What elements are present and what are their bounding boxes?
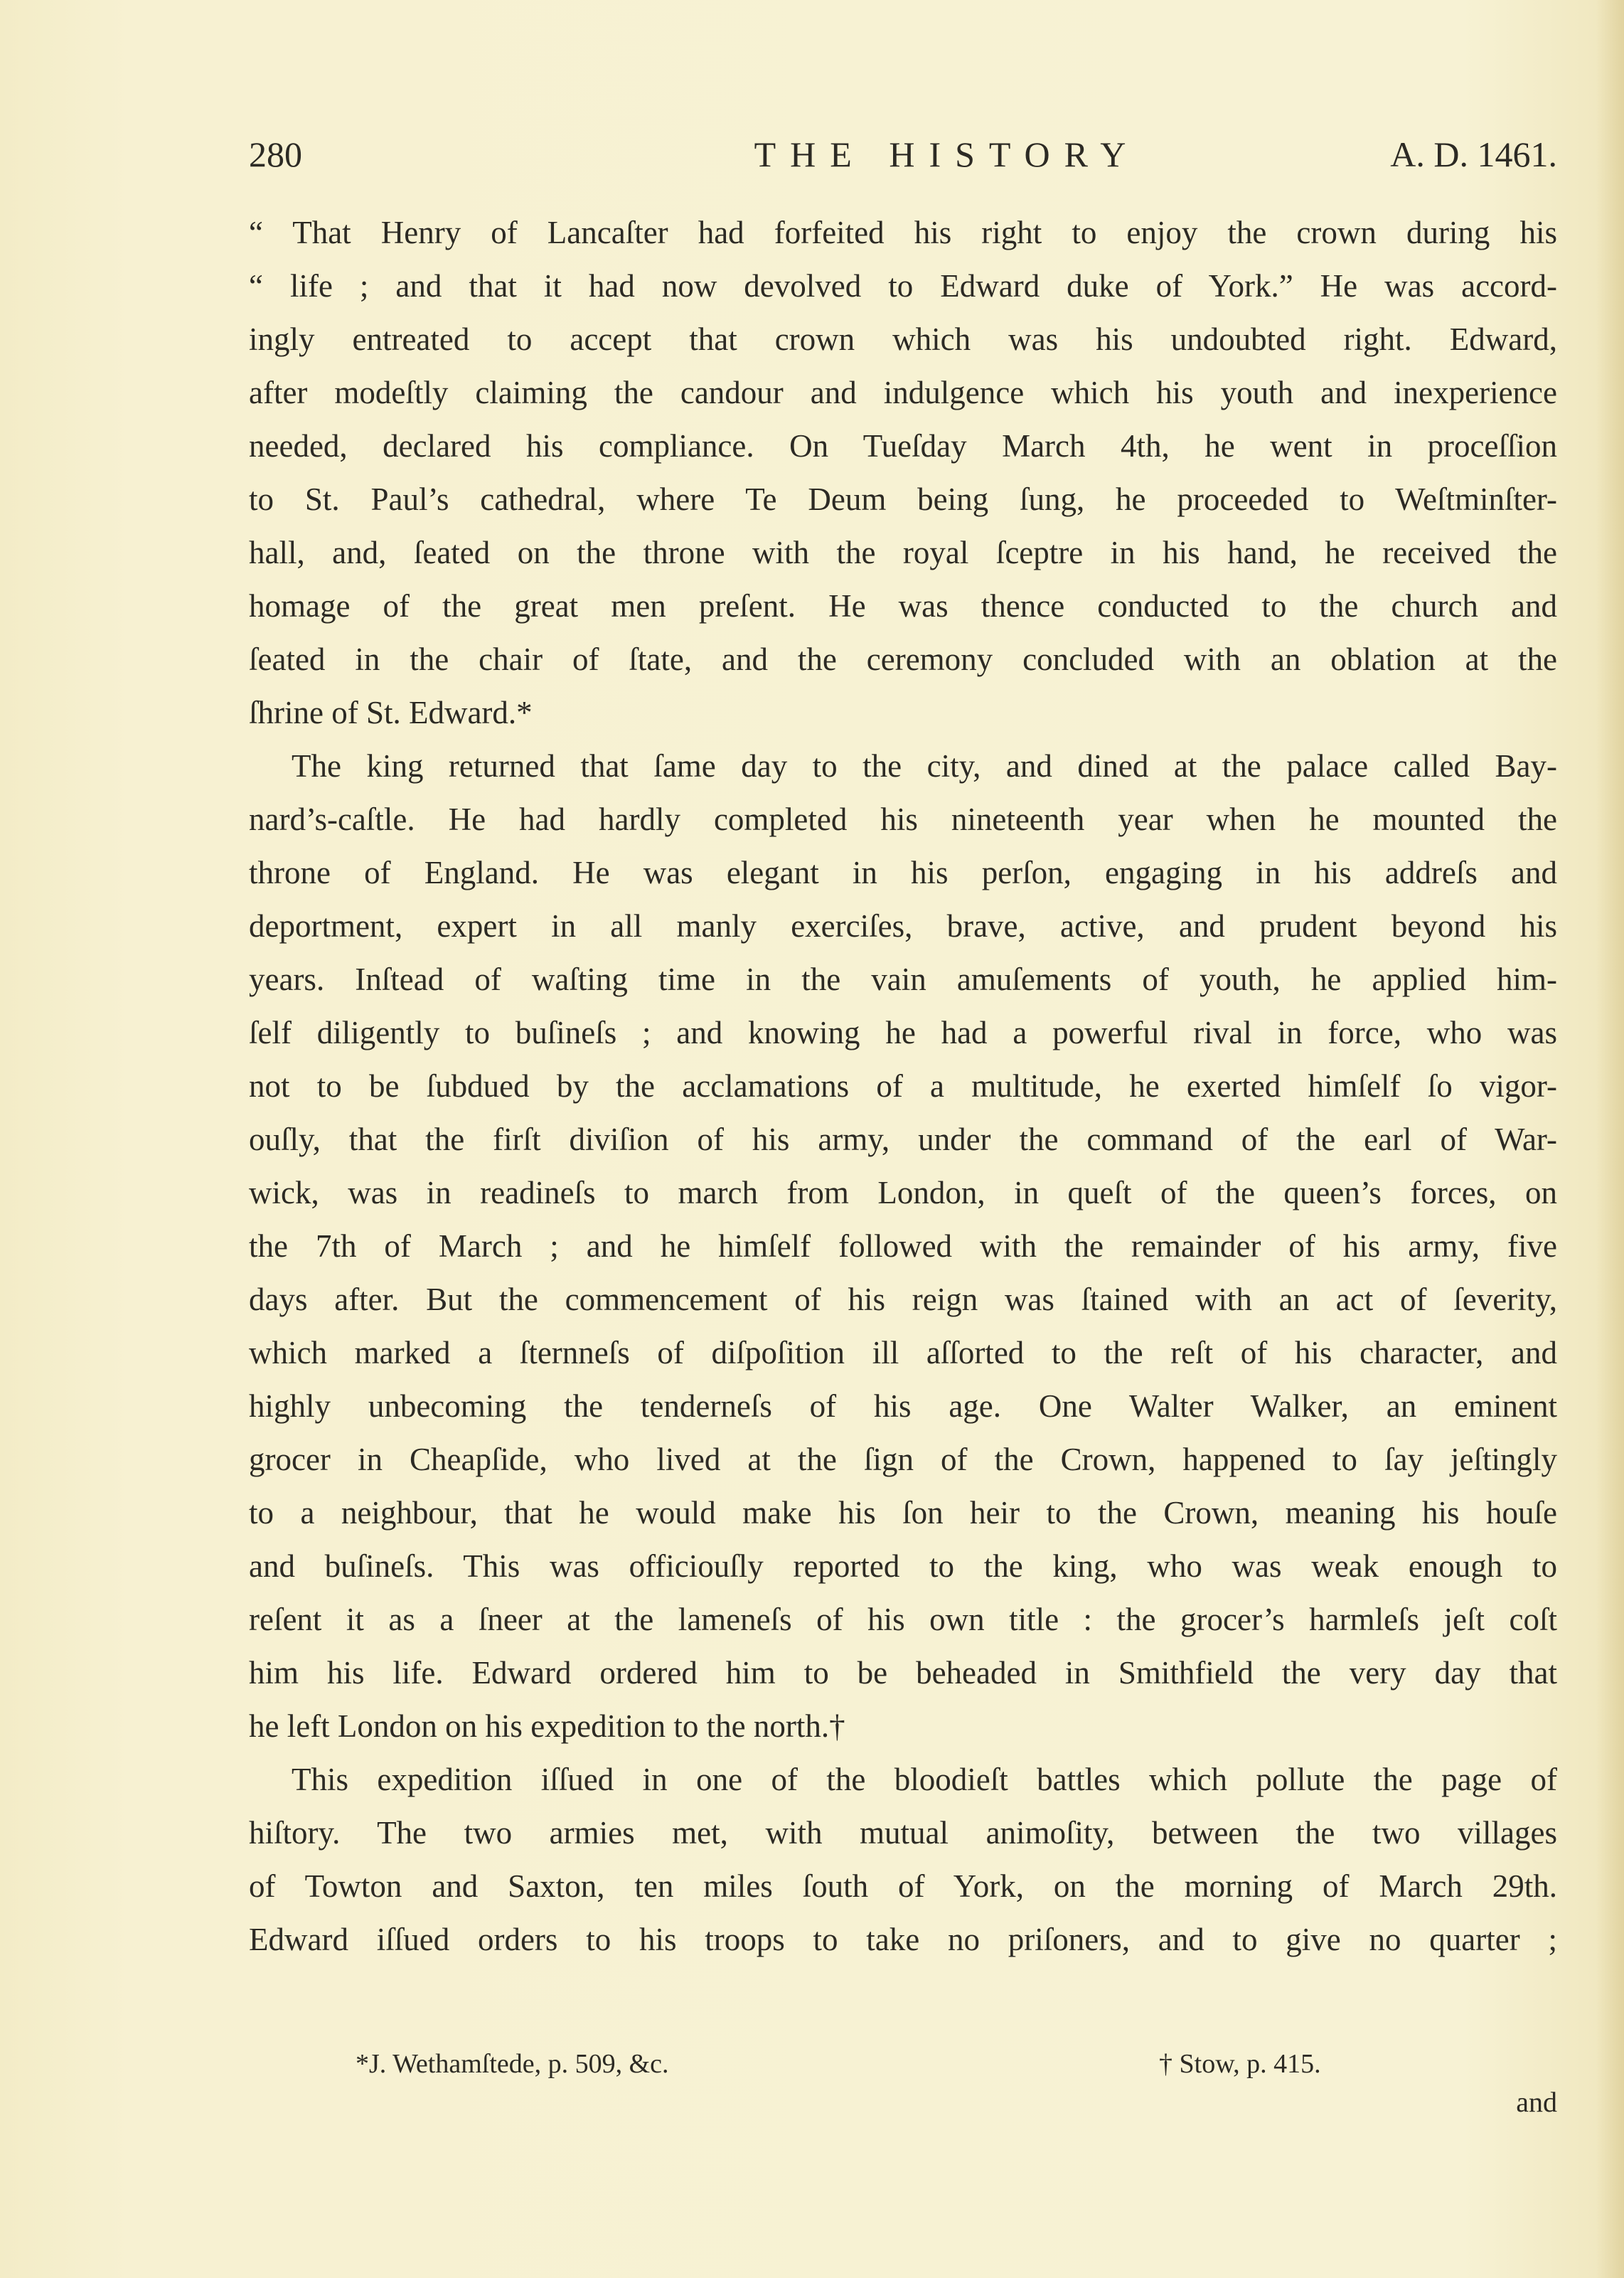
text-line: “ life ; and that it had now devolved to Edward duke of York.” He was accord-: [249, 268, 1557, 304]
footnotes: [249, 2048, 1557, 2091]
text-line: This expedition iſſued in one of the bloodieſt battles which pollute the page of: [292, 1762, 1557, 1797]
text-line: the 7th of March ; and he himſelf followed with the remainder of his army, five: [249, 1228, 1557, 1264]
catchword: and: [1516, 2086, 1557, 2118]
text-line: homage of the great men preſent. He was thence conducted to the church and: [249, 588, 1557, 624]
text-line: needed, declared his compliance. On Tueſday March 4th, he went in proceſſion: [249, 428, 1557, 464]
text-line: to St. Paul’s cathedral, where Te Deum being ſung, he proceeded to Weſtminſter-: [249, 481, 1557, 517]
footnote-2: † Stow, p. 415.: [1159, 2049, 1321, 2079]
text-line: throne of England. He was elegant in his perſon, engaging in his addreſs and: [249, 855, 1557, 890]
text-line: reſent it as a ſneer at the lameneſs of his own title : the grocer’s harmleſs jeſt coſt: [249, 1602, 1557, 1637]
text-line: Edward iſſued orders to his troops to take no priſoners, and to give no quarter ;: [249, 1922, 1557, 1957]
text-line: ſhrine of St. Edward.*: [249, 695, 533, 730]
text-line: nard’s-caſtle. He had hardly completed his nineteenth year when he mounted the: [249, 802, 1557, 837]
text-line: wick, was in readineſs to march from London, in queſt of the queen’s forces, on: [249, 1175, 1557, 1210]
text-line: him his life. Edward ordered him to be beheaded in Smithfield the very day that: [249, 1655, 1557, 1691]
text-line: ſeated in the chair of ſtate, and the ceremony concluded with an oblation at the: [249, 642, 1557, 677]
text-line: The king returned that ſame day to the city, and dined at the palace called Bay-: [292, 748, 1557, 784]
running-head: [249, 134, 1557, 183]
text-line: he left London on his expedition to the north.†: [249, 1708, 845, 1744]
text-line: and buſineſs. This was officiouſly reported to the king, who was weak enough to: [249, 1548, 1557, 1584]
text-line: of Towton and Saxton, ten miles ſouth of York, on the morning of March 29th.: [249, 1868, 1557, 1904]
running-date: A. D. 1461.: [1390, 134, 1557, 174]
text-line: hall, and, ſeated on the throne with the royal ſceptre in his hand, he received the: [249, 535, 1557, 570]
text-line: hiſtory. The two armies met, with mutual animoſity, between the two villages: [249, 1815, 1557, 1851]
body-text: [249, 206, 1557, 1966]
text-line: highly unbecoming the tenderneſs of his age. One Walter Walker, an eminent: [249, 1388, 1557, 1424]
text-line: “ That Henry of Lancaſter had forfeited his right to enjoy the crown during his: [249, 215, 1557, 250]
text-line: which marked a ſternneſs of diſpoſition ill aſſorted to the reſt of his character, and: [249, 1335, 1557, 1370]
text-line: after modeſtly claiming the candour and indulgence which his youth and inexperience: [249, 375, 1557, 410]
text-line: ouſly, that the firſt diviſion of his army, under the command of the earl of War-: [249, 1122, 1557, 1157]
running-title: THE HISTORY: [754, 134, 1140, 174]
page-edge-shadow: [1596, 0, 1624, 2278]
text-line: deportment, expert in all manly exerciſes, brave, active, and prudent beyond his: [249, 908, 1557, 944]
text-line: grocer in Cheapſide, who lived at the ſign of the Crown, happened to ſay jeſtingly: [249, 1442, 1557, 1477]
page-number: 280: [249, 134, 302, 174]
footnote-1: *J. Wethamſtede, p. 509, &c.: [356, 2049, 669, 2079]
text-line: years. Inſtead of waſting time in the vain amuſements of youth, he applied him-: [249, 962, 1557, 997]
text-line: ingly entreated to accept that crown which was his undoubted right. Edward,: [249, 321, 1557, 357]
text-line: not to be ſubdued by the acclamations of a multitude, he exerted himſelf ſo vigor-: [249, 1068, 1557, 1104]
text-line: to a neighbour, that he would make his ſon heir to the Crown, meaning his houſe: [249, 1495, 1557, 1531]
text-line: ſelf diligently to buſineſs ; and knowing he had a powerful rival in force, who was: [249, 1015, 1557, 1050]
text-line: days after. But the commencement of his reign was ſtained with an act of ſeverity,: [249, 1282, 1557, 1317]
